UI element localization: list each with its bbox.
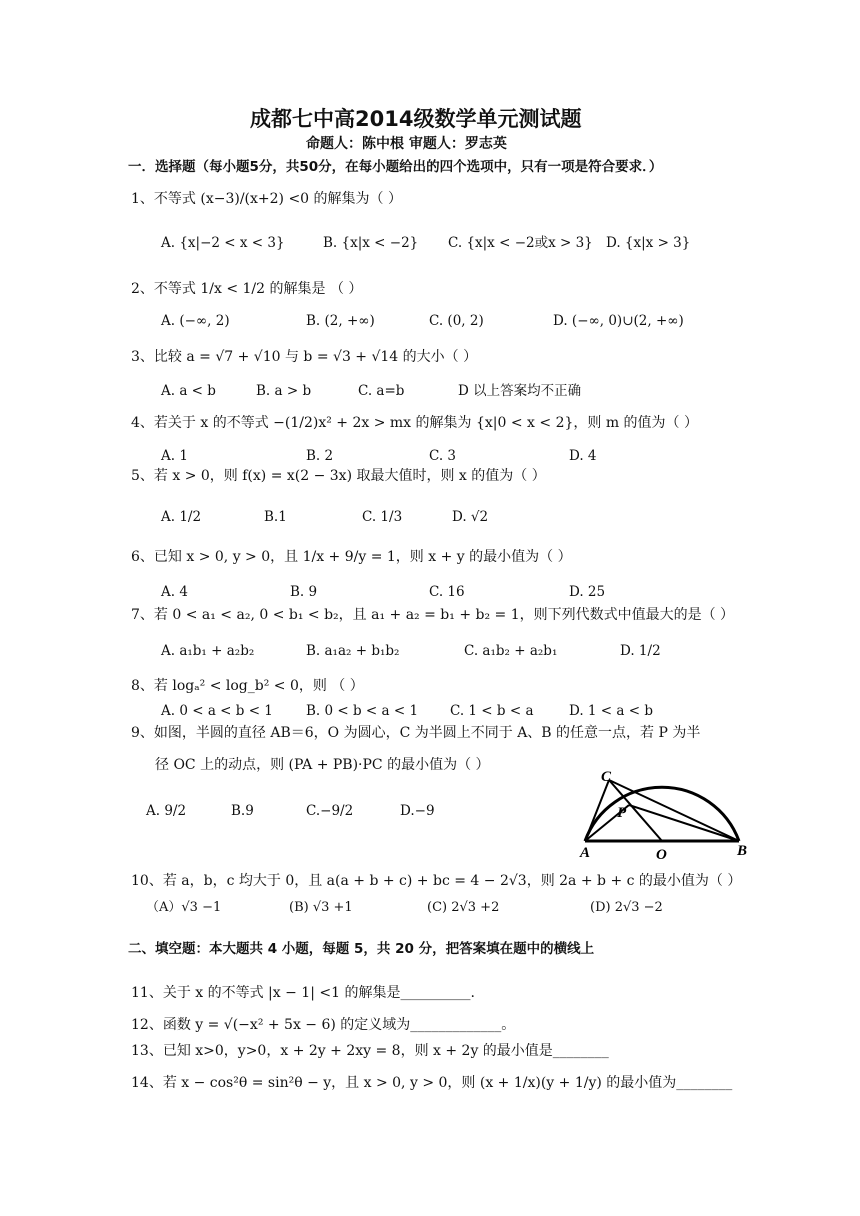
q4-option-a: A. 1 <box>161 448 188 464</box>
q9-option-a: A. 9/2 <box>146 803 187 819</box>
q4-option-c: C. 3 <box>429 448 457 464</box>
q1-option-d: D. {x|x > 3} <box>606 235 691 251</box>
q8-option-b: B. 0 < b < a < 1 <box>306 703 419 719</box>
q2-option-b: B. (2, +∞) <box>306 313 375 329</box>
q8-stem: 8、若 logₐ² < log_b² < 0，则 （ ） <box>131 678 364 694</box>
q1-option-a: A. {x|−2 < x < 3} <box>161 235 285 251</box>
q9-option-b: B.9 <box>231 803 254 819</box>
q8-option-c: C. 1 < b < a <box>450 703 534 719</box>
section-2-heading: 二、填空题：本大题共 4 小题，每题 5，共 20 分，把答案填在题中的横线上 <box>128 941 595 957</box>
q3-stem: 3、比较 a = √7 + √10 与 b = √3 + √14 的大小（ ） <box>131 349 478 365</box>
q5-option-b: B.1 <box>264 509 287 525</box>
q13-stem: 13、已知 x>0，y>0，x + 2y + 2xy = 8，则 x + 2y 的最小值是________ <box>131 1043 609 1059</box>
exam-authors: 命题人：陈中根 审题人：罗志英 <box>306 136 507 152</box>
point-a-label: A <box>580 845 591 861</box>
q5-option-a: A. 1/2 <box>161 509 202 525</box>
q7-stem: 7、若 0 < a₁ < a₂, 0 < b₁ < b₂，且 a₁ + a₂ = b₁ + b₂ = 1，则下列代数式中值最大的是（ ） <box>131 607 735 623</box>
q8-option-a: A. 0 < a < b < 1 <box>161 703 273 719</box>
q9-option-d: D.−9 <box>400 803 435 819</box>
q6-option-c: C. 16 <box>429 584 465 600</box>
q10-option-a: （A）√3 −1 <box>146 900 222 915</box>
point-o-label: O <box>656 847 667 863</box>
q7-option-a: A. a₁b₁ + a₂b₂ <box>161 643 255 659</box>
q3-option-d: D 以上答案均不正确 <box>458 383 582 399</box>
q3-option-b: B. a > b <box>256 383 312 399</box>
q6-option-b: B. 9 <box>290 584 318 600</box>
q6-option-a: A. 4 <box>161 584 188 600</box>
q4-option-d: D. 4 <box>569 448 597 464</box>
section-1-heading: 一．选择题（每小题5分，共50分，在每小题给出的四个选项中，只有一项是符合要求．） <box>128 159 663 175</box>
q5-stem: 5、若 x > 0，则 f(x) = x(2 − 3x) 取最大值时，则 x 的值为（ ） <box>131 468 546 484</box>
q12-stem: 12、函数 y = √(−x² + 5x − 6) 的定义域为_____________。 <box>131 1017 516 1033</box>
q10-option-c: (C) 2√3 +2 <box>427 900 500 915</box>
q4-stem: 4、若关于 x 的不等式 −(1/2)x² + 2x > mx 的解集为 {x|0 < x < 2}，则 m 的值为（ ） <box>131 415 699 431</box>
q10-stem: 10、若 a，b，c 均大于 0，且 a(a + b + c) + bc = 4 − 2√3，则 2a + b + c 的最小值为（ ） <box>131 873 742 889</box>
point-c-label: C <box>601 769 612 785</box>
q3-option-c: C. a=b <box>358 383 405 399</box>
q10-option-d: (D) 2√3 −2 <box>590 900 663 915</box>
q2-option-d: D. (−∞, 0)∪(2, +∞) <box>553 313 684 329</box>
q1-option-b: B. {x|x < −2} <box>323 235 419 251</box>
q7-option-d: D. 1/2 <box>620 643 661 659</box>
q8-option-d: D. 1 < a < b <box>569 703 653 719</box>
q7-option-c: C. a₁b₂ + a₂b₁ <box>464 643 558 659</box>
q6-stem: 6、已知 x > 0, y > 0，且 1/x + 9/y = 1，则 x + y 的最小值为（ ） <box>131 549 572 565</box>
q6-option-d: D. 25 <box>569 584 606 600</box>
q14-stem: 14、若 x − cos²θ = sin²θ − y，且 x > 0, y > 0，则 (x + 1/x)(y + 1/y) 的最小值为________ <box>131 1075 733 1091</box>
q9-stem-line-1: 9、如图，半圆的直径 AB＝6，O 为圆心，C 为半圆上不同于 A、B 的任意一点，若 P 为半 <box>131 725 701 741</box>
q4-option-b: B. 2 <box>306 448 334 464</box>
q11-stem: 11、关于 x 的不等式 |x − 1| <1 的解集是__________. <box>131 985 475 1001</box>
q3-option-a: A. a < b <box>161 383 216 399</box>
q5-option-c: C. 1/3 <box>362 509 403 525</box>
point-p-label: P <box>617 805 627 821</box>
q2-option-a: A. (−∞, 2) <box>161 313 230 329</box>
q1-stem: 1、不等式 (x−3)/(x+2) <0 的解集为（ ） <box>131 191 402 207</box>
exam-title: 成都七中高2014级数学单元测试题 <box>250 107 582 131</box>
q2-option-c: C. (0, 2) <box>429 313 484 329</box>
q5-option-d: D. √2 <box>452 509 489 525</box>
q2-stem: 2、不等式 1/x < 1/2 的解集是 （ ） <box>131 281 363 297</box>
q7-option-b: B. a₁a₂ + b₁b₂ <box>306 643 400 659</box>
q1-option-c: C. {x|x < −2或x > 3} <box>448 235 593 251</box>
q9-stem-line-2: 径 OC 上的动点，则 (PA + PB)·PC 的最小值为（ ） <box>155 757 490 773</box>
q9-option-c: C.−9/2 <box>306 803 354 819</box>
semicircle-figure <box>575 765 775 865</box>
q10-option-b: (B) √3 +1 <box>289 900 353 915</box>
point-b-label: B <box>737 843 748 859</box>
